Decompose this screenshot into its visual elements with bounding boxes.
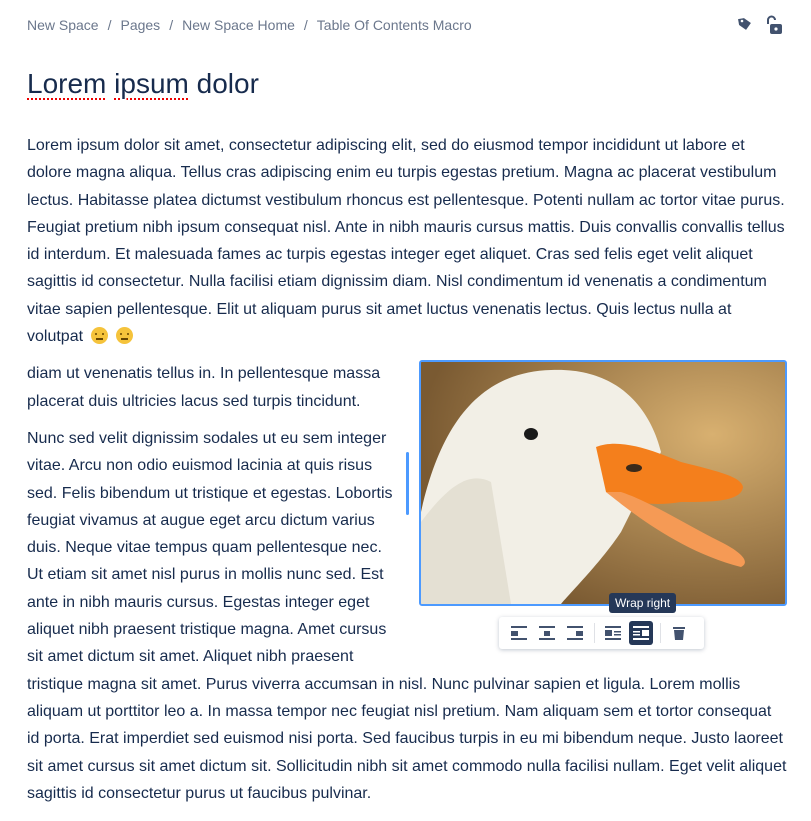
image-container: [419, 360, 787, 652]
align-left-icon: [511, 626, 527, 640]
delete-button[interactable]: [667, 621, 691, 645]
align-right-icon: [567, 626, 583, 640]
wrap-right-icon: [633, 626, 649, 640]
page-title[interactable]: [27, 68, 259, 100]
wrap-left-button[interactable]: [601, 621, 625, 645]
title-word: Lorem: [27, 68, 107, 99]
breadcrumb-separator: /: [107, 17, 112, 33]
breadcrumb-new-space-home[interactable]: New Space Home: [182, 17, 295, 33]
breadcrumb-current-page[interactable]: Table Of Contents Macro: [316, 17, 472, 33]
neutral-face-emoji-icon: [116, 327, 133, 344]
align-center-button[interactable]: [535, 621, 559, 645]
align-left-button[interactable]: [507, 621, 531, 645]
wrap-right-button[interactable]: [629, 621, 653, 645]
tag-icon[interactable]: [737, 15, 753, 40]
paragraph: [27, 132, 787, 350]
paragraph-text: Lorem ipsum dolor sit amet, consectetur adipiscing elit, sed do eiusmod tempor incididunt ut labore et dolore magna aliqua. Tellus cras adipiscing enim eu turpis egestas pretium. Magna ac placerat vestibulum lectus. Habitasse platea dictumst vestibulum rhoncus est pellentesque. Potenti nullam ac tortor vitae purus. Feugiat pretium nibh ipsum consequat nisl. Ante in nibh mauris cursus mattis. Duis convallis convallis tellus id interdum. Et malesuada fames ac turpis egestas integer eget aliquet. Cras sed felis eget velit aliquet sagittis id consectetur. Nulla facilisi etiam dignissim diam. Nisl condimentum id venenatis a condimentum vitae sapien pellentesque. Elit ut aliquam purus sit amet luctus venenatis lectus. Quis lectus nulla at volutpat: [27, 137, 785, 346]
unlock-icon[interactable]: [765, 15, 783, 40]
paragraph: diam ut venenatis tellus in. In pellentesque massa placerat duis ultricies lacus sed turpis tincidunt.: [27, 365, 381, 410]
breadcrumb-pages[interactable]: Pages: [120, 17, 161, 33]
breadcrumb-separator: /: [303, 17, 308, 33]
breadcrumb-new-space[interactable]: New Space: [27, 17, 99, 33]
title-word: dolor: [196, 68, 259, 99]
tooltip: Wrap right: [609, 593, 676, 613]
paragraph: Nunc sed velit dignissim sodales ut eu sem integer vitae. Arcu non odio euismod lacinia at quis risus sed. Felis bibendum ut tristique et egestas. Lobortis feugiat vivamus at augue eget arcu dictum varius duis. Neque vitae tempus quam pellentesque nec. Ut etiam sit amet nisl purus in mollis nunc sed. Est ante in nibh mauris cursus. Egestas integer eget aliquet nibh praesent tristique magna. Amet cursus sit amet dictum sit amet. Aliquet nibh praesent tristique magna sit amet. Purus viverra accumsan in nisl. Nunc pulvinar sapien et ligula. Lorem mollis aliquam ut porttitor leo a. In massa tempor nec feugiat nisl pretium. Nam aliquam sem et tortor consequat id porta. Erat imperdiet sed euismod nisi porta. Sed faucibus turpis in eu mi bibendum neque. Justo laoreet sit amet cursus sit amet dictum sit. Sollicitudin nibh sit amet commodo nulla facilisi nullam. Eget velit aliquet sagittis id consectetur purus ut faucibus pulvinar.: [27, 429, 787, 802]
breadcrumb-separator: /: [169, 17, 174, 33]
toolbar-divider: [660, 623, 661, 643]
title-word: ipsum: [114, 68, 189, 99]
resize-handle[interactable]: [406, 452, 409, 515]
trash-icon: [672, 626, 686, 640]
breadcrumb: [27, 17, 472, 33]
neutral-face-emoji-icon: [91, 327, 108, 344]
page-actions: [737, 15, 783, 40]
wrap-left-icon: [605, 626, 621, 640]
align-center-icon: [539, 626, 555, 640]
toolbar-divider: [594, 623, 595, 643]
align-right-button[interactable]: [563, 621, 587, 645]
duck-image[interactable]: [419, 360, 787, 606]
image-toolbar: [499, 617, 704, 649]
